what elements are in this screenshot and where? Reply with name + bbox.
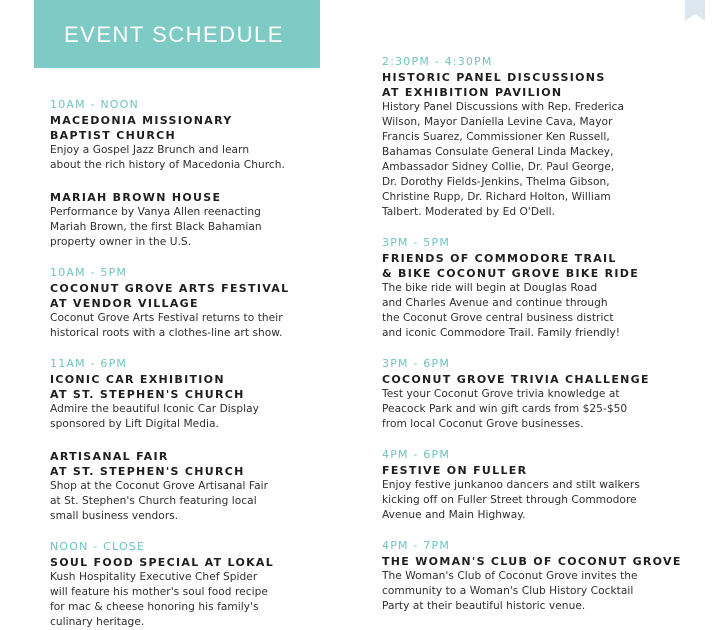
event-title: THE WOMAN'S CLUB OF COCONUT GROVE bbox=[382, 555, 682, 568]
event-title: MACEDONIA MISSIONARY BAPTIST CHURCH bbox=[50, 114, 233, 142]
event-description: Shop at the Coconut Grove Artisanal Fair at St. Stephen's Church featuring local small business vendors. bbox=[50, 480, 269, 522]
event-description: Admire the beautiful Iconic Car Display sponsored by Lift Digital Media. bbox=[50, 403, 259, 430]
event-panel-discussions bbox=[382, 54, 712, 220]
event-time: 4PM - 6PM bbox=[382, 448, 451, 461]
event-title: ARTISANAL FAIR AT ST. STEPHEN'S CHURCH bbox=[50, 450, 245, 478]
event-description: Enjoy festive junkanoo dancers and stilt walkers kicking off on Fuller Street through Commodore Avenue and Main Highway. bbox=[382, 479, 640, 521]
event-description: Performance by Vanya Allen reenacting Mariah Brown, the first Black Bahamian property owner in the U.S. bbox=[50, 206, 262, 248]
event-title: MARIAH BROWN HOUSE bbox=[50, 191, 222, 204]
event-title: HISTORIC PANEL DISCUSSIONS AT EXHIBITION PAVILION bbox=[382, 71, 606, 99]
event-description: Coconut Grove Arts Festival returns to their historical roots with a clothes-line art show. bbox=[50, 312, 283, 339]
event-title: FRIENDS OF COMMODORE TRAIL & BIKE COCONUT GROVE BIKE RIDE bbox=[382, 252, 640, 280]
event-description: The bike ride will begin at Douglas Road and Charles Avenue and continue through the Coconut Grove central business district and iconic Commodore Trail. Family friendly! bbox=[382, 282, 621, 339]
event-arts-festival bbox=[50, 265, 350, 341]
event-time: 11AM - 6PM bbox=[50, 357, 128, 370]
page-title: EVENT SCHEDULE bbox=[64, 22, 284, 47]
event-time: 10AM - NOON bbox=[50, 98, 139, 111]
event-title: ICONIC CAR EXHIBITION AT ST. STEPHEN'S CHURCH bbox=[50, 373, 245, 401]
event-trivia-challenge bbox=[382, 356, 712, 432]
event-time: 4PM - 7PM bbox=[382, 539, 451, 552]
schedule-header-banner bbox=[34, 0, 320, 68]
event-title: SOUL FOOD SPECIAL AT LOKAL bbox=[50, 556, 275, 569]
event-description: Kush Hospitality Executive Chef Spider will feature his mother's soul food recipe for mac & cheese honoring his family's culinary heritage. bbox=[50, 571, 268, 628]
event-festive-on-fuller bbox=[382, 447, 712, 523]
event-time: 10AM - 5PM bbox=[50, 266, 128, 279]
event-title: COCONUT GROVE TRIVIA CHALLENGE bbox=[382, 373, 650, 386]
event-time: 2:30PM - 4:30PM bbox=[382, 55, 493, 68]
event-title: COCONUT GROVE ARTS FESTIVAL AT VENDOR VILLAGE bbox=[50, 282, 290, 310]
event-mariah-brown bbox=[50, 190, 350, 250]
event-artisanal-fair bbox=[50, 449, 350, 524]
event-soul-food bbox=[50, 539, 350, 630]
bookmark-icon[interactable] bbox=[684, 0, 706, 22]
event-time: NOON - CLOSE bbox=[50, 540, 146, 553]
event-time: 3PM - 6PM bbox=[382, 357, 451, 370]
event-description: History Panel Discussions with Rep. Frederica Wilson, Mayor Daniella Levine Cava, Mayor Francis Suarez, Commissioner Ken Russell, Bahamas Consulate General Linda Mackey, Ambassador Sidney Collie, Dr. Paul George, Dr. Dorothy Fields-Jenkins, Thelma Gibson, Christine Rupp, Dr. Richard Holton, William Talbert. Moderated by Ed O'Dell. bbox=[382, 101, 624, 218]
event-time: 3PM - 5PM bbox=[382, 236, 451, 249]
event-womans-club bbox=[382, 538, 712, 614]
event-bike-ride bbox=[382, 235, 712, 341]
event-macedonia bbox=[50, 97, 350, 173]
event-iconic-car bbox=[50, 356, 350, 432]
event-description: The Woman's Club of Coconut Grove invites the community to a Woman's Club History Cocktail Party at their beautiful historic venue. bbox=[382, 570, 638, 612]
schedule-right-column bbox=[382, 54, 712, 614]
event-title: FESTIVE ON FULLER bbox=[382, 464, 528, 477]
event-description: Test your Coconut Grove trivia knowledge at Peacock Park and win gift cards from $25-$50 from local Coconut Grove businesses. bbox=[382, 388, 628, 430]
event-description: Enjoy a Gospel Jazz Brunch and learn about the rich history of Macedonia Church. bbox=[50, 144, 285, 171]
schedule-left-column bbox=[50, 97, 350, 630]
